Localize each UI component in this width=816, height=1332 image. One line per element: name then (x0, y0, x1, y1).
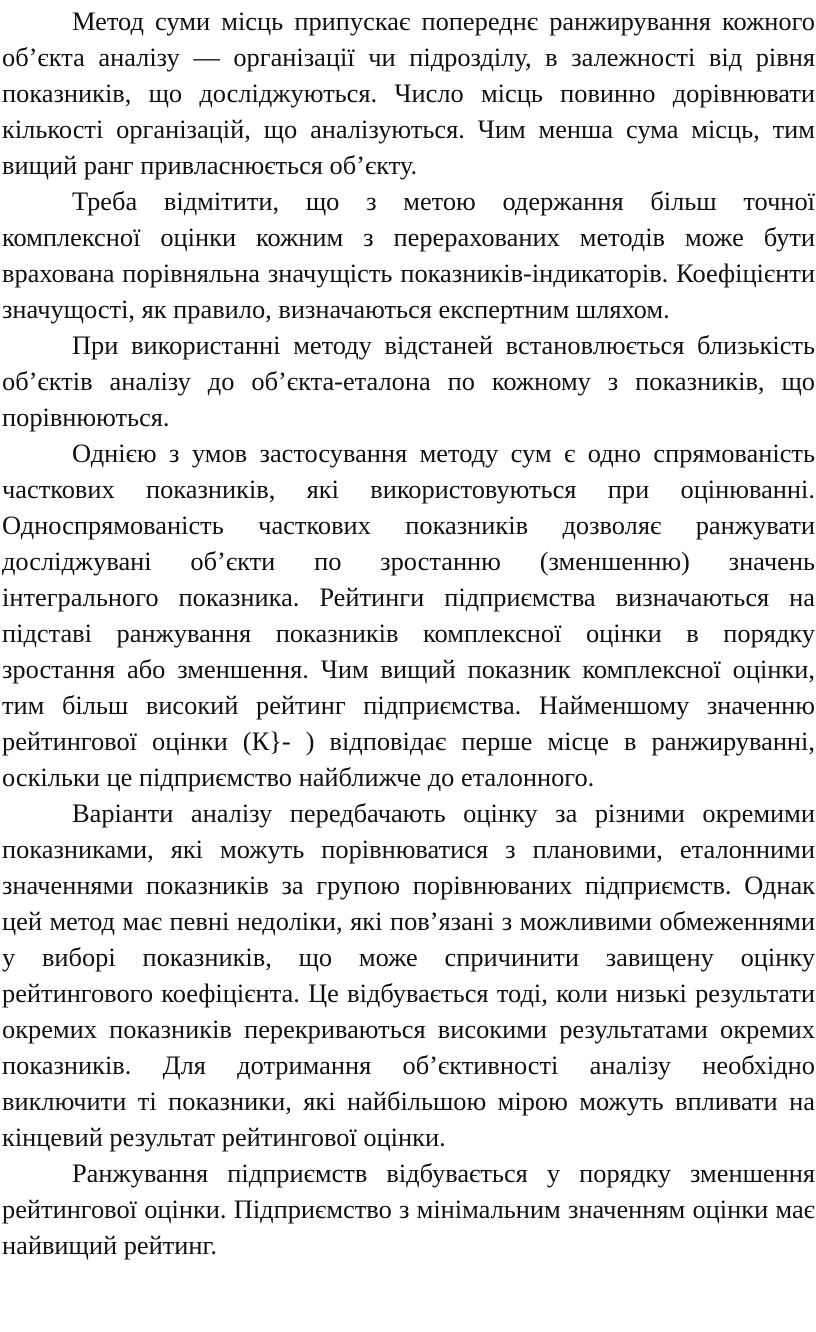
paragraph-analysis-variants: Варіанти аналізу передбачають оцінку за різними окремими показниками, які можуть порівнюватися з плановими, еталонними значеннями показників за групою порівнюваних підприємств. Однак цей метод має певні недоліки, які пов’язані з можливими обмеженнями у виборі показників, що може спричинити завищену оцінку рейтингового коефіцієнта. Це відбувається тоді, коли низькі результати окремих показників перекриваються високими результатами окремих показників. Для дотримання об’єктивності аналізу необхідно виключити ті показники, які найбільшою мірою можуть впливати на кінцевий результат рейтингової оцінки. (2, 798, 815, 1152)
paragraph-sum-of-places-method: Метод суми місць припускає попереднє ранжирування кожного об’єкта аналізу — організації чи підрозділу, в залежності від рівня показників, що досліджуються. Число місць повинно дорівнювати кількості організацій, що аналізуються. Чим менша сума місць, тим вищий ранг привласнюється об’єкту. (2, 6, 815, 180)
paragraph-distance-method: При використанні методу відстаней встановлюється близькість об’єктів аналізу до об’єкта-еталона по кожному з показників, що порівнюються. (2, 330, 815, 432)
paragraph-significance-coefficients: Треба відмітити, що з метою одержання більш точної комплексної оцінки кожним з перерахованих методів може бути врахована порівняльна значущість показників-індикаторів. Коефіцієнти значущості, як правило, визначаються експертним шляхом. (2, 186, 815, 324)
paragraph-enterprise-ranking: Ранжування підприємств відбувається у порядку зменшення рейтингової оцінки. Підприємство з мінімальним значенням оцінки має найвищий рейтинг. (2, 1158, 815, 1260)
paragraph-sum-method-conditions: Однією з умов застосування методу сум є одно спрямованість часткових показників, які використовуються при оцінюванні. Односпрямованість часткових показників дозволяє ранжувати досліджувані об’єкти по зростанню (зменшенню) значень інтегрального показника. Рейтинги підприємства визначаються на підставі ранжування показників комплексної оцінки в порядку зростання або зменшення. Чим вищий показник комплексної оцінки, тим більш високий рейтинг підприємства. Найменшому значенню рейтингової оцінки (К}- ) відповідає перше місце в ранжируванні, оскільки це підприємство найближче до еталонного. (2, 438, 815, 792)
